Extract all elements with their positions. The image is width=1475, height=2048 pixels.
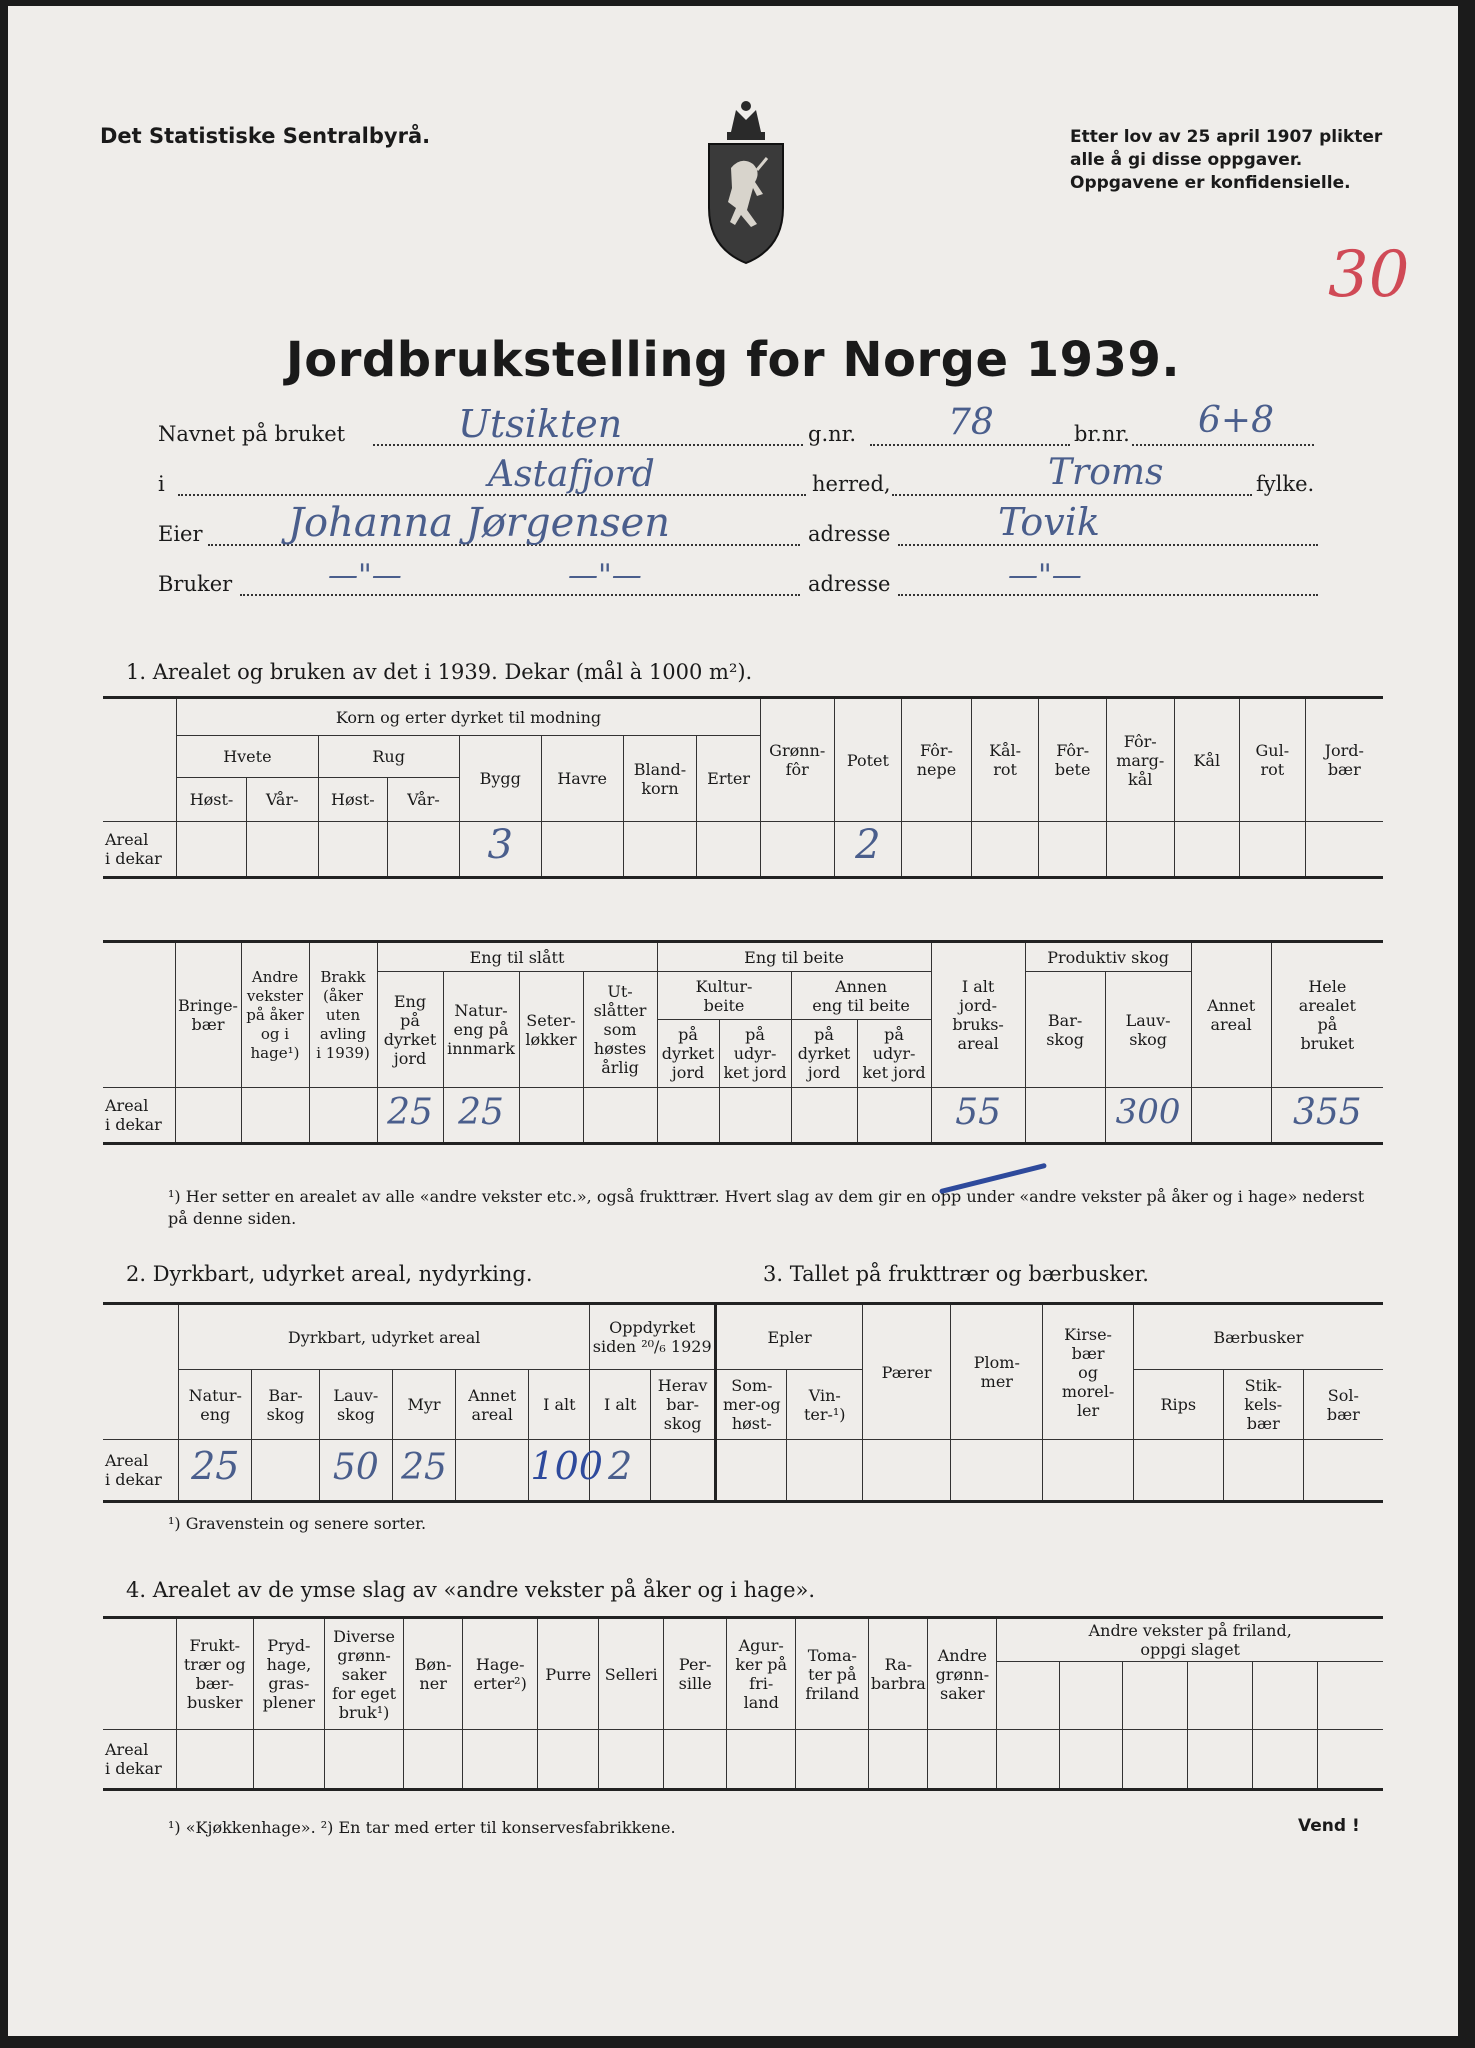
row-label-areal: Areal i dekar [103, 822, 177, 878]
cell-herav-barskog[interactable] [651, 1440, 716, 1502]
purre-header: Purre [538, 1618, 599, 1730]
section4-table [103, 1616, 1383, 1791]
epler-header: Epler [716, 1304, 863, 1370]
i-alt-header: I alt [529, 1370, 590, 1440]
cell-kalrot[interactable] [971, 822, 1039, 878]
naturenge-value: 25 [191, 1444, 240, 1488]
oppdyrket-i-alt-header: I alt [590, 1370, 651, 1440]
corner-cell [103, 1618, 176, 1730]
prydhage-header: Pryd- hage, gras- plener [253, 1618, 324, 1730]
hageerter-header: Hage- erter²) [463, 1618, 538, 1730]
cell-rug-host[interactable] [318, 822, 388, 878]
agency-name: Det Statistiske Sentralbyrå. [100, 124, 431, 148]
group-korn-header: Korn og erter dyrket til modning [177, 698, 761, 736]
cell-vinter[interactable] [787, 1440, 863, 1502]
row-label-areal: Areal i dekar [103, 1730, 176, 1790]
frukttraer-header: Frukt- trær og bær- busker [176, 1618, 253, 1730]
barskog-header: Bar- skog [1025, 972, 1105, 1088]
vend-note: Vend ! [1298, 1816, 1360, 1836]
sommer-host-header: Som- mer-og høst- [716, 1370, 787, 1440]
blandkorn-header: Bland- korn [623, 736, 697, 822]
utslatter-header: Ut- slåtter som høstes årlig [583, 972, 657, 1088]
gnr-label: g.nr. [808, 422, 857, 446]
hvete-header: Hvete [177, 736, 318, 778]
myr-header: Myr [393, 1370, 456, 1440]
row-label-areal: Areal i dekar [103, 1088, 175, 1144]
cell-kultur-udyrket[interactable] [719, 1088, 791, 1144]
friland-slot-3[interactable] [1123, 1662, 1188, 1730]
andre-friland-header: Andre vekster på friland, oppgi slaget [997, 1618, 1383, 1662]
cell-myr[interactable] [393, 1440, 456, 1502]
i-alt-value: 100 [530, 1444, 603, 1488]
cell-annet-areal[interactable] [1191, 1088, 1271, 1144]
gnr-line [870, 444, 1070, 446]
formargkal-header: Fôr- marg- kål [1106, 698, 1174, 822]
paerer-header: Pærer [863, 1304, 951, 1440]
andre-vekster-header: Andre vekster på åker og i hage¹) [241, 942, 309, 1088]
cell-hele-arealet[interactable] [1271, 1088, 1383, 1144]
hele-arealet-value: 355 [1292, 1091, 1362, 1133]
lauvskog-header: Lauv- skog [1105, 972, 1191, 1088]
bruker-label: Bruker [158, 572, 233, 596]
brnr-label: br.nr. [1074, 422, 1130, 446]
tomater-header: Toma- ter på friland [796, 1618, 869, 1730]
vinter-header: Vin- ter-¹) [787, 1370, 863, 1440]
friland-slot-6[interactable] [1318, 1662, 1383, 1730]
dyrkbart-group-header: Dyrkbart, udyrket areal [179, 1304, 590, 1370]
form-title: Jordbrukstelling for Norge 1939. [285, 332, 1181, 388]
eier-adresse-value[interactable]: Tovik [998, 500, 1100, 544]
bruker-adresse-label: adresse [808, 572, 891, 596]
annen-udyrket-header: på udyr- ket jord [857, 1020, 931, 1088]
cell-friland-4[interactable] [1188, 1730, 1253, 1790]
fylke-label: fylke. [1256, 472, 1315, 496]
cell-tomater[interactable] [796, 1730, 869, 1790]
row-label-areal: Areal i dekar [103, 1440, 179, 1502]
agurker-header: Agur- ker på fri- land [727, 1618, 796, 1730]
cell-kultur-dyrket[interactable] [657, 1088, 719, 1144]
jordbaer-header: Jord- bær [1305, 698, 1383, 822]
cell-seterlokker[interactable] [519, 1088, 583, 1144]
seterlokker-header: Seter- løkker [519, 972, 583, 1088]
eng-dyrket-value: 25 [387, 1091, 433, 1133]
kultur-dyrket-header: på dyrket jord [657, 1020, 719, 1088]
adresse-label: adresse [808, 522, 891, 546]
legal-notice [1070, 126, 1382, 195]
annen-dyrket-header: på dyrket jord [791, 1020, 857, 1088]
cell-diverse[interactable] [324, 1730, 403, 1790]
cell-annen-dyrket[interactable] [791, 1088, 857, 1144]
cell-prydhage[interactable] [253, 1730, 324, 1790]
section1-footnote: ¹) Her setter en arealet av alle «andre vekster etc.», også frukttrær. Hvert slag av dem gir en opp under «andre vekster på åker og i hage» nederst på denne siden. [168, 1187, 1365, 1228]
lauvskog-value: 50 [332, 1446, 379, 1488]
section3-title: 3. Tallet på frukttrær og bærbusker. [763, 1262, 1149, 1286]
cell-stikkelsbaer[interactable] [1223, 1440, 1303, 1502]
cell-gronnfor[interactable] [760, 822, 834, 878]
bruker-value[interactable]: —"— [328, 558, 402, 593]
bringebaer-header: Bringe- bær [175, 942, 241, 1088]
i-alt-jordbruk-header: I alt jord- bruks- areal [931, 942, 1025, 1088]
cell-jordbaer[interactable] [1305, 822, 1383, 878]
kulturbeite-header: Kultur- beite [657, 972, 791, 1020]
cell-plommer[interactable] [951, 1440, 1043, 1502]
annet-areal-header: Annet areal [455, 1370, 528, 1440]
cell-barskog[interactable] [1025, 1088, 1105, 1144]
naturenge-header: Natur- eng på innmark [443, 972, 519, 1088]
section1-table-b [103, 940, 1383, 1145]
cell-andre-vekster[interactable] [241, 1088, 309, 1144]
cell-gulrot[interactable] [1240, 822, 1306, 878]
cell-andre-gronnsaker[interactable] [928, 1730, 997, 1790]
cell-sommer-host[interactable] [716, 1440, 787, 1502]
cell-bonner[interactable] [404, 1730, 463, 1790]
annet-areal-header: Annet areal [1191, 942, 1271, 1088]
lauvskog-header: Lauv- skog [319, 1370, 392, 1440]
eng-slatt-header: Eng til slått [377, 942, 657, 972]
cell-annet-areal[interactable] [455, 1440, 528, 1502]
rug-var-header: Vår- [388, 778, 460, 822]
section2-3-table [103, 1302, 1383, 1503]
annen-eng-header: Annen eng til beite [791, 972, 931, 1020]
fornepe-header: Fôr- nepe [902, 698, 972, 822]
solbaer-header: Sol- bær [1303, 1370, 1383, 1440]
bruker-adresse-line [898, 594, 1318, 596]
rug-header: Rug [318, 736, 459, 778]
selleri-header: Selleri [599, 1618, 664, 1730]
rips-header: Rips [1133, 1370, 1223, 1440]
cell-friland-6[interactable] [1318, 1730, 1383, 1790]
barskog-header: Bar- skog [252, 1370, 319, 1440]
cell-lauvskog[interactable] [1105, 1088, 1191, 1144]
cell-friland-3[interactable] [1123, 1730, 1188, 1790]
eng-dyrket-header: Eng på dyrket jord [377, 972, 443, 1088]
oppdyrket-value: 2 [608, 1444, 633, 1488]
cell-friland-2[interactable] [1060, 1730, 1123, 1790]
friland-slot-5[interactable] [1253, 1662, 1318, 1730]
corner-cell [103, 698, 177, 822]
cell-erter[interactable] [697, 822, 761, 878]
cell-purre[interactable] [538, 1730, 599, 1790]
cell-fornepe[interactable] [902, 822, 972, 878]
section2-title: 2. Dyrkbart, udyrket areal, nydyrking. [126, 1262, 533, 1286]
cell-blandkorn[interactable] [623, 822, 697, 878]
cell-annen-udyrket[interactable] [857, 1088, 931, 1144]
cell-naturenge[interactable] [179, 1440, 252, 1502]
legal-line: Oppgavene er konfidensielle. [1070, 173, 1351, 193]
eier-value[interactable]: Johanna Jørgensen [288, 500, 671, 546]
kal-header: Kål [1174, 698, 1240, 822]
stikkelsbaer-header: Stik- kels- bær [1223, 1370, 1303, 1440]
section2-footnote: ¹) Gravenstein og senere sorter. [168, 1514, 427, 1533]
cell-paerer[interactable] [863, 1440, 951, 1502]
cell-havre[interactable] [541, 822, 623, 878]
corner-cell [103, 942, 175, 1088]
cell-solbaer[interactable] [1303, 1440, 1383, 1502]
baerbusker-header: Bærbusker [1133, 1304, 1383, 1370]
forbete-header: Fôr- bete [1039, 698, 1107, 822]
coat-of-arms-emblem [701, 98, 791, 268]
fylke-value[interactable]: Troms [1048, 452, 1164, 493]
naturenge-header: Natur- eng [179, 1370, 252, 1440]
cell-kirsebaer[interactable] [1043, 1440, 1133, 1502]
friland-slot-2[interactable] [1060, 1662, 1123, 1730]
plommer-header: Plom- mer [951, 1304, 1043, 1440]
bruker-adresse-value[interactable]: —"— [1008, 558, 1082, 593]
navnet-value[interactable]: Utsikten [458, 402, 623, 446]
eng-beite-header: Eng til beite [657, 942, 931, 972]
hvete-host-header: Høst- [177, 778, 247, 822]
brnr-value[interactable]: 6+8 [1198, 400, 1274, 441]
bygg-header: Bygg [459, 736, 541, 822]
kirsebaer-header: Kirse- bær og morel- ler [1043, 1304, 1133, 1440]
fylke-line [892, 494, 1252, 496]
cell-i-alt-jordbruk[interactable] [931, 1088, 1025, 1144]
erter-header: Erter [697, 736, 761, 822]
hvete-var-header: Vår- [246, 778, 318, 822]
andre-gronnsaker-header: Andre grønn- saker [928, 1618, 997, 1730]
lion-shield-icon [701, 98, 791, 268]
bygg-value: 3 [487, 822, 513, 868]
eier-adresse-line [898, 544, 1318, 546]
cell-friland-5[interactable] [1253, 1730, 1318, 1790]
myr-value: 25 [401, 1446, 447, 1488]
cell-forbete[interactable] [1039, 822, 1107, 878]
legal-line: alle å gi disse oppgaver. [1070, 150, 1303, 170]
cell-formargkal[interactable] [1106, 822, 1174, 878]
legal-line: Etter lov av 25 april 1907 plikter [1070, 127, 1383, 147]
cell-hvete-var[interactable] [246, 822, 318, 878]
rug-host-header: Høst- [318, 778, 388, 822]
navnet-label: Navnet på bruket [158, 422, 346, 446]
cell-utslatter[interactable] [583, 1088, 657, 1144]
naturenge-value: 25 [458, 1091, 504, 1133]
section1-title: 1. Arealet og bruken av det i 1939. Dekar (mål à 1000 m²). [126, 660, 753, 684]
cell-barskog[interactable] [252, 1440, 319, 1502]
cell-frukttraer[interactable] [176, 1730, 253, 1790]
census-form-page [8, 6, 1458, 2036]
cell-eng-dyrket[interactable] [377, 1088, 443, 1144]
cell-bringebaer[interactable] [175, 1088, 241, 1144]
section4-title: 4. Arealet av de ymse slag av «andre vekster på åker og i hage». [126, 1578, 816, 1602]
havre-header: Havre [541, 736, 623, 822]
i-label: i [158, 472, 165, 496]
kultur-udyrket-header: på udyr- ket jord [719, 1020, 791, 1088]
herred-label: herred, [812, 472, 891, 496]
gulrot-header: Gul- rot [1240, 698, 1306, 822]
brakk-header: Brakk (åker uten avling i 1939) [309, 942, 377, 1088]
friland-slot-4[interactable] [1188, 1662, 1253, 1730]
corner-cell [103, 1304, 179, 1440]
cell-friland-1[interactable] [997, 1730, 1060, 1790]
page-mark: 30 [1328, 238, 1410, 312]
herav-barskog-header: Herav bar- skog [651, 1370, 716, 1440]
produktiv-skog-header: Produktiv skog [1025, 942, 1191, 972]
section1-table-a [103, 696, 1383, 879]
hele-arealet-header: Hele arealet på bruket [1271, 942, 1383, 1088]
cell-naturenge[interactable] [443, 1088, 519, 1144]
bruker-line [240, 594, 800, 596]
friland-slot-1[interactable] [997, 1662, 1060, 1730]
section4-footnote: ¹) «Kjøkkenhage». ²) En tar med erter til konservesfabrikkene. [168, 1818, 676, 1837]
cell-hvete-host[interactable] [177, 822, 247, 878]
cell-brakk[interactable] [309, 1088, 377, 1144]
cell-lauvskog[interactable] [319, 1440, 392, 1502]
diverse-header: Diverse grønn- saker for eget bruk¹) [324, 1618, 403, 1730]
herred-value[interactable]: Astafjord [488, 454, 655, 495]
cell-agurker[interactable] [727, 1730, 796, 1790]
lauvskog-value: 300 [1115, 1092, 1181, 1132]
persille-header: Per- sille [664, 1618, 727, 1730]
bonner-header: Bøn- ner [404, 1618, 463, 1730]
cell-rug-var[interactable] [388, 822, 460, 878]
cell-persille[interactable] [664, 1730, 727, 1790]
cell-bygg[interactable] [459, 822, 541, 878]
cell-rips[interactable] [1133, 1440, 1223, 1502]
gronnfor-header: Grønn- fôr [760, 698, 834, 822]
gnr-value[interactable]: 78 [948, 402, 994, 443]
brnr-line [1132, 444, 1314, 446]
cell-hageerter[interactable] [463, 1730, 538, 1790]
eier-label: Eier [158, 522, 203, 546]
cell-i-alt[interactable] [529, 1440, 603, 1502]
kalrot-header: Kål- rot [971, 698, 1039, 822]
cell-selleri[interactable] [599, 1730, 664, 1790]
rabarbra-header: Ra- barbra [869, 1618, 928, 1730]
oppdyrket-header: Oppdyrket siden ²⁰/₆ 1929 [590, 1304, 716, 1370]
cell-potet[interactable] [834, 822, 902, 878]
potet-value: 2 [855, 822, 881, 868]
cell-rabarbra[interactable] [869, 1730, 928, 1790]
bruker-value-2[interactable]: —"— [568, 558, 642, 593]
cell-kal[interactable] [1174, 822, 1240, 878]
i-alt-jordbruk-value: 55 [955, 1091, 1001, 1133]
potet-header: Potet [834, 698, 902, 822]
